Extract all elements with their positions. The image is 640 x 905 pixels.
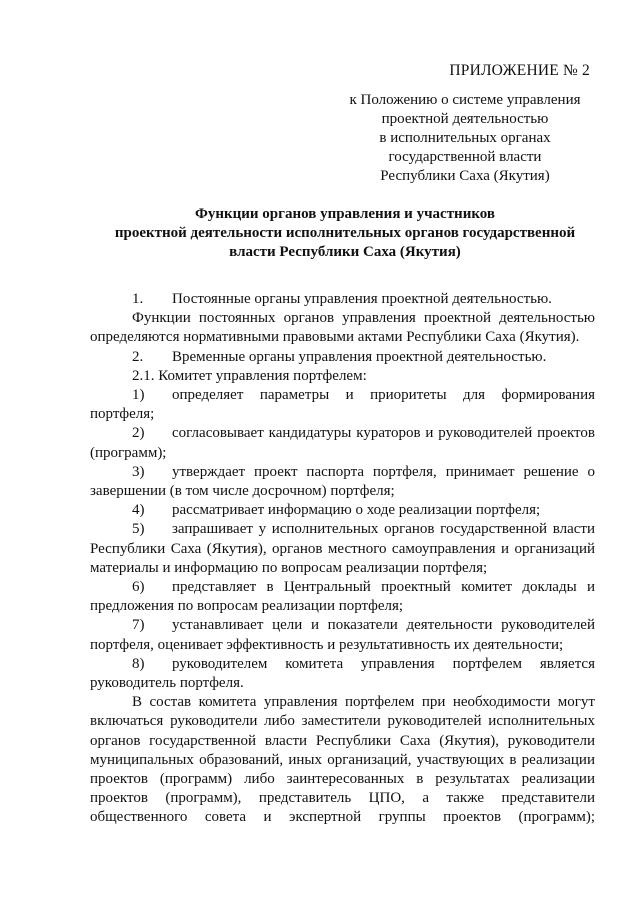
appendix-line: государственной власти [388, 149, 542, 165]
item-text: согласовывает кандидатуры кураторов и руководителей проектов (программ); [90, 425, 595, 461]
appendix-line: к Положению о системе управления [349, 92, 581, 108]
subsection-2-1: 2.1. Комитет управления портфелем: [132, 367, 367, 384]
item-text: устанавливает цели и показатели деятельности руководителей портфеля, оценивает эффективность и результативность их деятельности; [90, 617, 595, 653]
item-number: 1) [132, 387, 145, 404]
item-text: руководителем комитета управления портфелем является руководитель портфеля. [90, 655, 595, 692]
section-text: Постоянные органы управления проектной деятельностью. [172, 291, 552, 307]
item-text: утверждает проект паспорта портфеля, принимает решение о завершении (в том числе досрочном) портфеля; [90, 463, 595, 500]
list-item [90, 616, 595, 654]
section-number: 1. [132, 291, 144, 307]
list-item [90, 578, 595, 616]
list-item [90, 520, 595, 578]
item-number: 8) [132, 655, 145, 672]
item-text: рассматривает информацию о ходе реализации портфеля; [172, 502, 541, 519]
appendix-line: Республики Саха (Якутия) [380, 168, 550, 184]
item-number: 3) [132, 463, 145, 480]
item-number: 4) [132, 502, 145, 519]
list-item [90, 386, 595, 424]
item-number: 2) [132, 425, 145, 442]
composition-paragraph: В состав комитета управления портфелем при необходимости могут включаться руководители либо заместители руководителей исполнительных органов государственной власти Республики Саха (Якутия), руководители муниципальных образований, иных организаций, участвующих в реализации проектов (программ) либо заинтересованных в результатах реализации проектов (программ), представитель ЦПО, а также представители общественного совета и экспертной группы проектов (программ); [90, 694, 595, 826]
section-number: 2. [132, 348, 144, 365]
section-text: Временные органы управления проектной деятельностью. [172, 348, 547, 365]
appendix-title: ПРИЛОЖЕНИЕ № 2 [449, 62, 590, 79]
heading-line: Функции органов управления и участников [194, 206, 496, 222]
heading-line: власти Республики Саха (Якутия) [229, 244, 461, 260]
appendix-subtitle [340, 91, 590, 186]
section-1-paragraph: Функции постоянных органов управления проектной деятельностью определяются нормативными правовыми актами Республики Саха (Якутия). [90, 310, 595, 346]
document-body [90, 290, 595, 828]
heading-line: проектной деятельности исполнительных органов государственной [114, 225, 576, 241]
appendix-line: проектной деятельностью [381, 111, 549, 127]
list-item [90, 463, 595, 501]
item-number: 7) [132, 617, 145, 634]
section-2 [90, 348, 595, 367]
list-item [90, 655, 595, 693]
list-item [90, 501, 595, 520]
section-1 [90, 290, 595, 309]
item-text: запрашивает у исполнительных органов государственной власти Республики Саха (Якутия), органов местного самоуправления и организаций материалы и информацию по вопросам реализации портфеля; [90, 521, 595, 576]
item-text: определяет параметры и приоритеты для формирования портфеля; [90, 387, 595, 423]
item-number: 6) [132, 579, 145, 596]
list-item [90, 424, 595, 462]
appendix-line: в исполнительных органах [379, 130, 551, 146]
document-heading [95, 205, 595, 262]
item-text: представляет в Центральный проектный комитет доклады и предложения по вопросам реализации портфеля; [90, 579, 595, 615]
item-number: 5) [132, 521, 145, 538]
